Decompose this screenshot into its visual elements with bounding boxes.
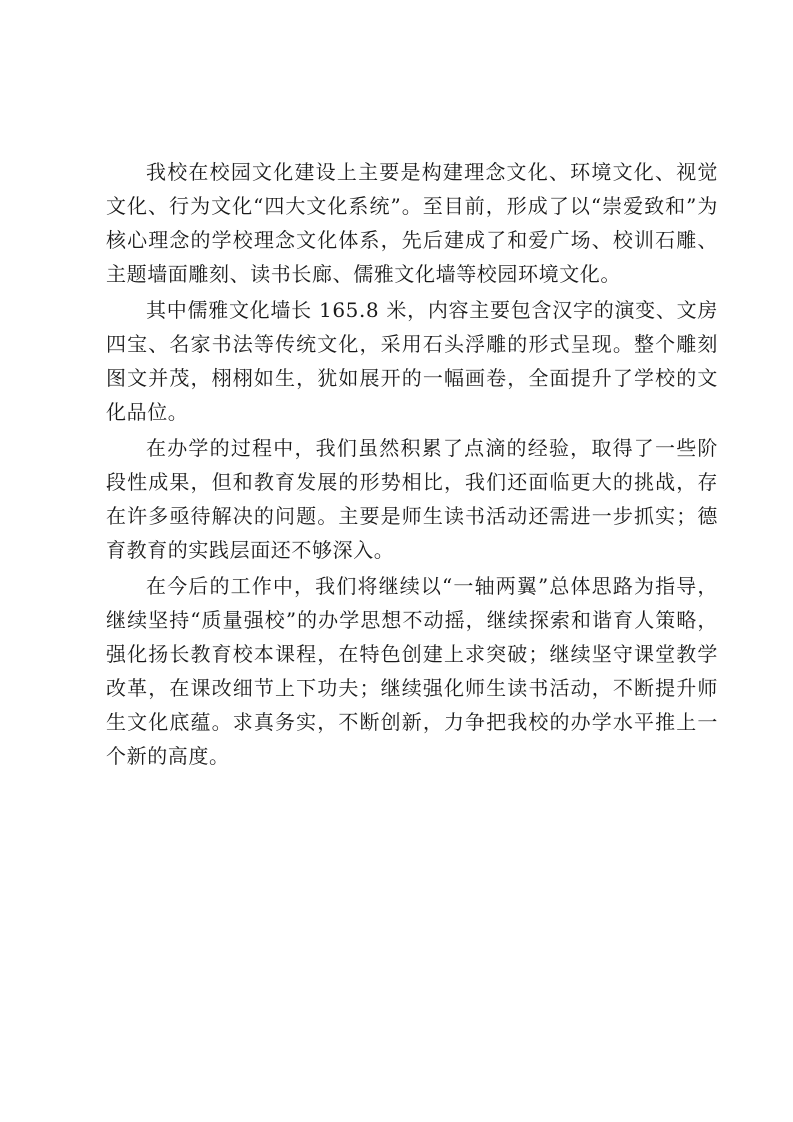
paragraph-future-work: 在今后的工作中，我们将继续以“一轴两翼”总体思路为指导，继续坚持“质量强校”的办学思想不动摇，继续探索和谐育人策略，强化扬长教育校本课程，在特色创建上求突破；继续坚守课堂教学改革，在课改细节上下功夫；继续强化师生读书活动，不断提升师生文化底蕴。求真务实，不断创新，力争把我校的办学水平推上一个新的高度。 [106,574,718,768]
document-body [106,155,718,775]
paragraph-confucian-wall: 其中儒雅文化墙长 165.8 米，内容主要包含汉字的演变、文房四宝、名家书法等传统文化，采用石头浮雕的形式呈现。整个雕刻图文并茂，栩栩如生，犹如展开的一幅画卷，全面提升了学校的文化品位。 [106,298,718,424]
paragraph-culture-construction: 我校在校园文化建设上主要是构建理念文化、环境文化、视觉文化、行为文化“四大文化系统”。至目前，形成了以“崇爱致和”为核心理念的学校理念文化体系，先后建成了和爱广场、校训石雕、主题墙面雕刻、读书长廊、儒雅文化墙等校园环境文化。 [106,160,718,286]
paragraph-challenges: 在办学的过程中，我们虽然积累了点滴的经验，取得了一些阶段性成果，但和教育发展的形势相比，我们还面临更大的挑战，存在许多亟待解决的问题。主要是师生读书活动还需进一步抓实；德育教育的实践层面还不够深入。 [106,436,718,562]
